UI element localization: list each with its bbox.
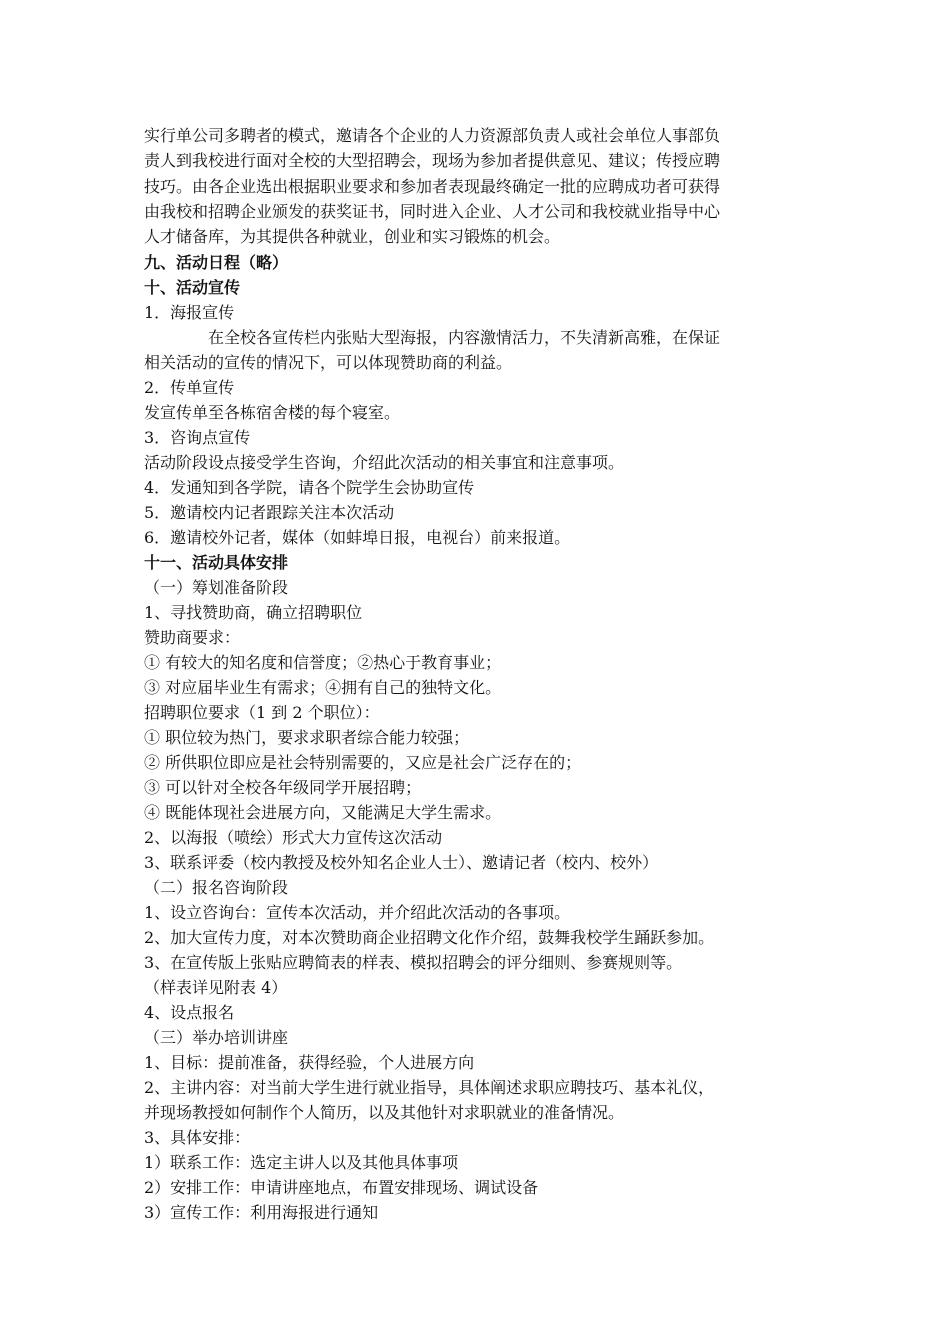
list-item: 2、加大宣传力度，对本次赞助商企业招聘文化作介绍，鼓舞我校学生踊跃参加。 bbox=[144, 928, 715, 947]
paragraph-line: 由我校和招聘企业颁发的获奖证书，同时进入企业、人才公司和我校就业指导中心 bbox=[144, 202, 721, 221]
paragraph-line: （样表详见附表 4） bbox=[144, 978, 288, 997]
list-item: ③ 对应届毕业生有需求；④拥有自己的独特文化。 bbox=[144, 678, 502, 697]
paragraph-line: 人才储备库，为其提供各种就业，创业和实习锻炼的机会。 bbox=[144, 227, 561, 246]
list-item: 5．邀请校内记者跟踪关注本次活动 bbox=[144, 503, 395, 522]
paragraph-line: 相关活动的宣传的情况下，可以体现赞助商的利益。 bbox=[144, 353, 513, 372]
list-item: 2、主讲内容：对当前大学生进行就业指导，具体阐述求职应聘技巧、基本礼仪， bbox=[144, 1078, 715, 1097]
list-item: 3）宣传工作：利用海报进行通知 bbox=[144, 1203, 379, 1222]
paragraph-line: 在全校各宣传栏内张贴大型海报，内容激情活力，不失清新高雅，在保证 bbox=[208, 328, 721, 347]
list-item: 3、在宣传版上张贴应聘简表的样表、模拟招聘会的评分细则、参赛规则等。 bbox=[144, 953, 683, 972]
paragraph-line: 赞助商要求： bbox=[144, 628, 241, 647]
list-item: ① 有较大的知名度和信誉度；②热心于教育事业； bbox=[144, 653, 502, 672]
list-item: 2）安排工作：申请讲座地点，布置安排现场、调试设备 bbox=[144, 1178, 539, 1197]
paragraph-line: 技巧。由各企业选出根据职业要求和参加者表现最终确定一批的应聘成功者可获得 bbox=[144, 177, 721, 196]
list-item: 3、具体安排： bbox=[144, 1128, 251, 1147]
list-item: 1、设立咨询台：宣传本次活动，并介绍此次活动的各事项。 bbox=[144, 903, 571, 922]
paragraph-line: 活动阶段设点接受学生咨询，介绍此次活动的相关事宜和注意事项。 bbox=[144, 453, 625, 472]
paragraph-line: 招聘职位要求（1 到 2 个职位）： bbox=[144, 703, 380, 722]
paragraph-line: 发宣传单至各栋宿舍楼的每个寝室。 bbox=[144, 403, 401, 422]
section-heading: 十、活动宣传 bbox=[144, 278, 241, 297]
subsection-heading: （三）举办培训讲座 bbox=[144, 1028, 289, 1047]
list-item: 4、设点报名 bbox=[144, 1003, 235, 1022]
list-item: 1）联系工作：选定主讲人以及其他具体事项 bbox=[144, 1153, 459, 1172]
list-item: 2．传单宣传 bbox=[144, 378, 235, 397]
section-heading: 十一、活动具体安排 bbox=[144, 553, 289, 572]
list-item: 1、目标：提前准备，获得经验，个人进展方向 bbox=[144, 1053, 475, 1072]
subsection-heading: （二）报名咨询阶段 bbox=[144, 878, 289, 897]
section-heading: 九、活动日程（略） bbox=[144, 253, 289, 272]
list-item: 1、寻找赞助商，确立招聘职位 bbox=[144, 603, 363, 622]
paragraph-line: 实行单公司多聘者的模式，邀请各个企业的人力资源部负责人或社会单位人事部负 bbox=[144, 126, 721, 145]
paragraph-line: 并现场教授如何制作个人简历，以及其他针对求职就业的准备情况。 bbox=[144, 1103, 625, 1122]
list-item: ① 职位较为热门，要求求职者综合能力较强； bbox=[144, 728, 470, 747]
list-item: ④ 既能体现社会进展方向，又能满足大学生需求。 bbox=[144, 803, 502, 822]
list-item: 1．海报宣传 bbox=[144, 303, 235, 322]
list-item: 2、以海报（喷绘）形式大力宣传这次活动 bbox=[144, 828, 443, 847]
list-item: ③ 可以针对全校各年级同学开展招聘； bbox=[144, 778, 422, 797]
list-item: 4．发通知到各学院，请各个院学生会协助宣传 bbox=[144, 478, 475, 497]
list-item: 3、联系评委（校内教授及校外知名企业人士）、邀请记者（校内、校外） bbox=[144, 853, 659, 872]
subsection-heading: （一）筹划准备阶段 bbox=[144, 578, 289, 597]
list-item: ② 所供职位即应是社会特别需要的，又应是社会广泛存在的； bbox=[144, 753, 582, 772]
list-item: 3．咨询点宣传 bbox=[144, 428, 251, 447]
list-item: 6．邀请校外记者，媒体（如蚌埠日报，电视台）前来报道。 bbox=[144, 528, 571, 547]
paragraph-line: 责人到我校进行面对全校的大型招聘会，现场为参加者提供意见、建议；传授应聘 bbox=[144, 151, 721, 170]
